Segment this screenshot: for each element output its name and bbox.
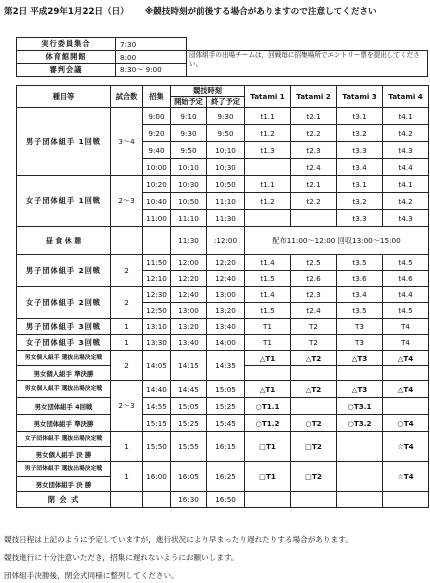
event-name: 男女団体組手 4回戦 [17,398,111,415]
tatami-cell: t4.4 [383,287,429,303]
end-time: 10:10 [207,142,245,159]
end-time: 13:20 [207,303,245,319]
lunch-note: 配布11:00～12:00 回収13:00～15:00 [245,227,429,255]
call-time: 14:55 [143,398,171,415]
tatami-cell: t4.5 [383,303,429,319]
match-count: 1 [111,462,143,492]
table-row [17,398,429,415]
start-time: 15:25 [171,415,207,432]
event-name: 女子団体組手 選抜出場決定戦 [17,432,111,447]
start-time: 11:10 [171,210,207,227]
tatami-cell: ○T3.2 [337,415,383,432]
tatami-cell: t1.4 [245,255,291,271]
call-time: 11:00 [143,210,171,227]
tatami-cell: □T2 [291,462,337,492]
tatami-cell: t1.4 [245,287,291,303]
call-time: 12:10 [143,271,171,287]
tatami-cell: T1 [245,319,291,335]
start-time: 10:30 [171,176,207,193]
tatami-cell: t3.5 [337,303,383,319]
tatami-cell: □T2 [291,432,337,462]
start-time: 16:30 [171,492,207,508]
event-name: 男女個人組手 選抜出場決定戦 [17,381,111,398]
tatami-cell: t2.1 [291,176,337,193]
table-row [17,335,429,351]
call-time: 10:00 [143,159,171,176]
tatami-cell: t1.1 [245,176,291,193]
start-time: 15:55 [171,432,207,462]
pre-time: 7:30 [116,38,187,51]
start-time: 13:40 [171,335,207,351]
end-time: 13:40 [207,319,245,335]
tatami-cell: t2.5 [291,255,337,271]
end-time: :12:00 [207,227,245,255]
start-time: 13:20 [171,319,207,335]
start-time: 9:10 [171,108,207,125]
match-count: 1 [111,319,143,335]
tatami-header: Tatami 2 [291,86,337,108]
match-count: 2～3 [111,176,143,227]
page-header [4,5,428,17]
end-time: 15:05 [207,381,245,398]
table-row [17,462,429,477]
pre-label: 体育館開館 [17,51,116,64]
tatami-header: Tatami 4 [383,86,429,108]
pre-label: 実行委員集合 [17,38,116,51]
tatami-cell: t4.3 [383,142,429,159]
match-count: 1 [111,335,143,351]
tatami-cell: ☆T4 [383,432,429,462]
tatami-cell: △T1 [245,381,291,398]
call-header: 招集 [143,86,171,108]
event-name: 男子団体組手 1回戦 [17,108,111,176]
start-time: 11:30 [171,227,207,255]
tatami-cell: ○T3.1 [337,398,383,415]
start-time: 9:30 [171,125,207,142]
tatami-cell: t2.4 [291,159,337,176]
tatami-cell: t3.4 [337,287,383,303]
pre-time: 8:00 [116,51,187,64]
event-name: 女子団体組手 3回戦 [17,335,111,351]
event-name: 男女団体組手 準決勝 [17,415,111,432]
lunch-label: 昼 食 休 憩 [17,227,111,255]
call-time: 10:20 [143,176,171,193]
tatami-cell: ○T2 [291,415,337,432]
event-name: 男子団体組手 3回戦 [17,319,111,335]
tatami-cell: △T4 [383,351,429,366]
tatami-cell: □T1 [245,462,291,492]
start-time: 12:20 [171,271,207,287]
end-time: 16:50 [207,492,245,508]
tatami-cell: t3.4 [337,159,383,176]
end-time: 9:30 [207,108,245,125]
match-count: 2～3 [111,381,143,432]
call-time: 12:50 [143,303,171,319]
tatami-cell: t1.2 [245,125,291,142]
match-count: 2 [111,351,143,381]
call-time: 14:40 [143,381,171,398]
table-row [17,176,429,193]
tatami-cell: t3.2 [337,125,383,142]
start-header: 開始予定 [171,97,207,108]
call-time: 15:15 [143,415,171,432]
event-name: 男子団体組手 2回戦 [17,255,111,287]
tatami-cell: t4.6 [383,271,429,287]
tatami-cell: T2 [291,335,337,351]
tatami-cell [337,432,383,462]
tatami-cell: t3.3 [337,210,383,227]
schedule-date: 第2日 平成29年1月22日（日） [4,7,129,17]
call-time: 12:30 [143,287,171,303]
tatami-cell [291,210,337,227]
tatami-cell: T2 [291,319,337,335]
tatami-cell: ○T1.2 [245,415,291,432]
tatami-cell: t2.6 [291,271,337,287]
start-time: 15:05 [171,398,207,415]
tatami-cell: t2.3 [291,142,337,159]
call-time: 14:05 [143,351,171,381]
start-time: 9:50 [171,142,207,159]
call-time: 10:40 [143,193,171,210]
end-time: 14:35 [207,351,245,381]
tatami-cell: t3.1 [337,176,383,193]
tatami-cell [245,210,291,227]
call-time: 13:10 [143,319,171,335]
start-time: 12:40 [171,287,207,303]
event-name: 女子団体組手 1回戦 [17,176,111,227]
tatami-cell: t4.4 [383,159,429,176]
end-time: 12:20 [207,255,245,271]
end-time: 10:30 [207,159,245,176]
table-row [17,319,429,335]
tatami-cell: t1.5 [245,271,291,287]
table-row [17,415,429,432]
closing-row [17,492,429,508]
end-time: 14:00 [207,335,245,351]
tatami-header: Tatami 1 [245,86,291,108]
event-name: 女子団体組手 2回戦 [17,287,111,319]
table-row [17,108,429,125]
start-time: 10:10 [171,159,207,176]
footer-note: 競技日程は上記のように予定していますが，進行状況により早まったり遅れたりする場合があります。 [4,535,353,544]
event-name: 男女団体組手 決 勝 [17,477,111,492]
event-name: 男女個人組手 準決勝 [17,366,111,381]
tatami-cell: T3 [337,335,383,351]
tatami-cell [383,398,429,415]
entry-note: 団体組手の出場チームは，回戦毎に招集場所でエントリー票を提出してください。 [187,51,428,77]
tatami-cell: T4 [383,335,429,351]
tatami-cell: t2.2 [291,125,337,142]
tatami-cell: t2.3 [291,287,337,303]
end-time: 11:10 [207,193,245,210]
tatami-cell: ☆T4 [383,462,429,492]
tatami-cell: △T4 [383,381,429,398]
tatami-cell: t1.2 [245,193,291,210]
call-time: 9:00 [143,108,171,125]
match-count: 3～4 [111,108,143,176]
end-time: 13:00 [207,287,245,303]
start-time: 10:50 [171,193,207,210]
tatami-cell: t3.3 [337,142,383,159]
tatami-cell: T3 [337,319,383,335]
match-count: 2 [111,287,143,319]
call-time: 9:20 [143,125,171,142]
call-time: 16:00 [143,462,171,492]
pre-label: 審判会議 [17,64,116,77]
table-row [17,351,429,366]
start-time: 13:00 [171,303,207,319]
end-time: 9:50 [207,125,245,142]
event-name: 男子団体組手 選抜出場決定戦 [17,462,111,477]
schedule-table [16,85,429,508]
call-time: 15:50 [143,432,171,462]
end-header: 終了予定 [207,97,245,108]
end-time: 10:50 [207,176,245,193]
tatami-cell [245,159,291,176]
call-time: 13:30 [143,335,171,351]
tatami-header: Tatami 3 [337,86,383,108]
tatami-cell: △T2 [291,381,337,398]
end-time: 11:30 [207,210,245,227]
tatami-cell [337,462,383,492]
end-time: 16:15 [207,432,245,462]
table-row [17,255,429,271]
tatami-cell: t4.3 [383,210,429,227]
call-time: 9:40 [143,142,171,159]
event-name: 閉 会 式 [17,492,111,508]
tatami-cell: t3.2 [337,193,383,210]
table-row [17,287,429,303]
tatami-cell: t1.3 [245,142,291,159]
end-time: 15:25 [207,398,245,415]
tatami-cell: ○T4 [383,415,429,432]
tatami-cell [291,398,337,415]
tatami-cell: T1 [245,335,291,351]
tatami-cell: T4 [383,319,429,335]
tatami-cell: t4.5 [383,255,429,271]
tatami-cell: t3.5 [337,255,383,271]
lunch-row [17,227,429,255]
end-time: 12:40 [207,271,245,287]
tatami-cell: t2.1 [291,108,337,125]
tatami-cell: t2.4 [291,303,337,319]
matches-header: 試合数 [111,86,143,108]
tatami-cell: t4.2 [383,125,429,142]
event-name: 男女個人組手 選抜出場決定戦 [17,351,111,366]
pre-time: 8:30～ 9:00 [116,64,187,77]
tatami-cell: □T1 [245,432,291,462]
call-time: 11:50 [143,255,171,271]
event-name: 男女個人組手 決 勝 [17,447,111,462]
start-time: 14:45 [171,381,207,398]
tatami-cell: t3.1 [337,108,383,125]
match-count: 2 [111,255,143,287]
tatami-cell: t4.1 [383,176,429,193]
match-count: 1 [111,432,143,462]
tatami-cell: △T2 [291,351,337,366]
footer-note: 競技進行に十分注意いただき，招集に遅れないようにお願いします。 [4,553,239,562]
end-time: 15:45 [207,415,245,432]
start-time: 16:05 [171,462,207,492]
tatami-cell: t3.6 [337,271,383,287]
tatami-cell: t4.2 [383,193,429,210]
start-time: 12:00 [171,255,207,271]
tatami-cell: t2.2 [291,193,337,210]
tatami-cell: △T3 [337,381,383,398]
time-group-header: 競技時刻 [171,86,245,97]
tatami-cell: t1.1 [245,108,291,125]
pre-schedule-table [16,37,428,77]
tatami-cell: t4.1 [383,108,429,125]
tatami-cell: △T1 [245,351,291,366]
end-time: 16:25 [207,462,245,492]
table-row [17,381,429,398]
tatami-cell: △T3 [337,351,383,366]
table-row [17,432,429,447]
tatami-cell: t1.5 [245,303,291,319]
footer-note: 団体組手決勝後，閉会式同様に整列してください。 [4,571,179,580]
start-time: 14:15 [171,351,207,381]
timing-notice: ※競技時刻が前後する場合がありますので注意してください [144,7,377,17]
event-header: 種目等 [17,86,111,108]
tatami-cell: ○T1.1 [245,398,291,415]
